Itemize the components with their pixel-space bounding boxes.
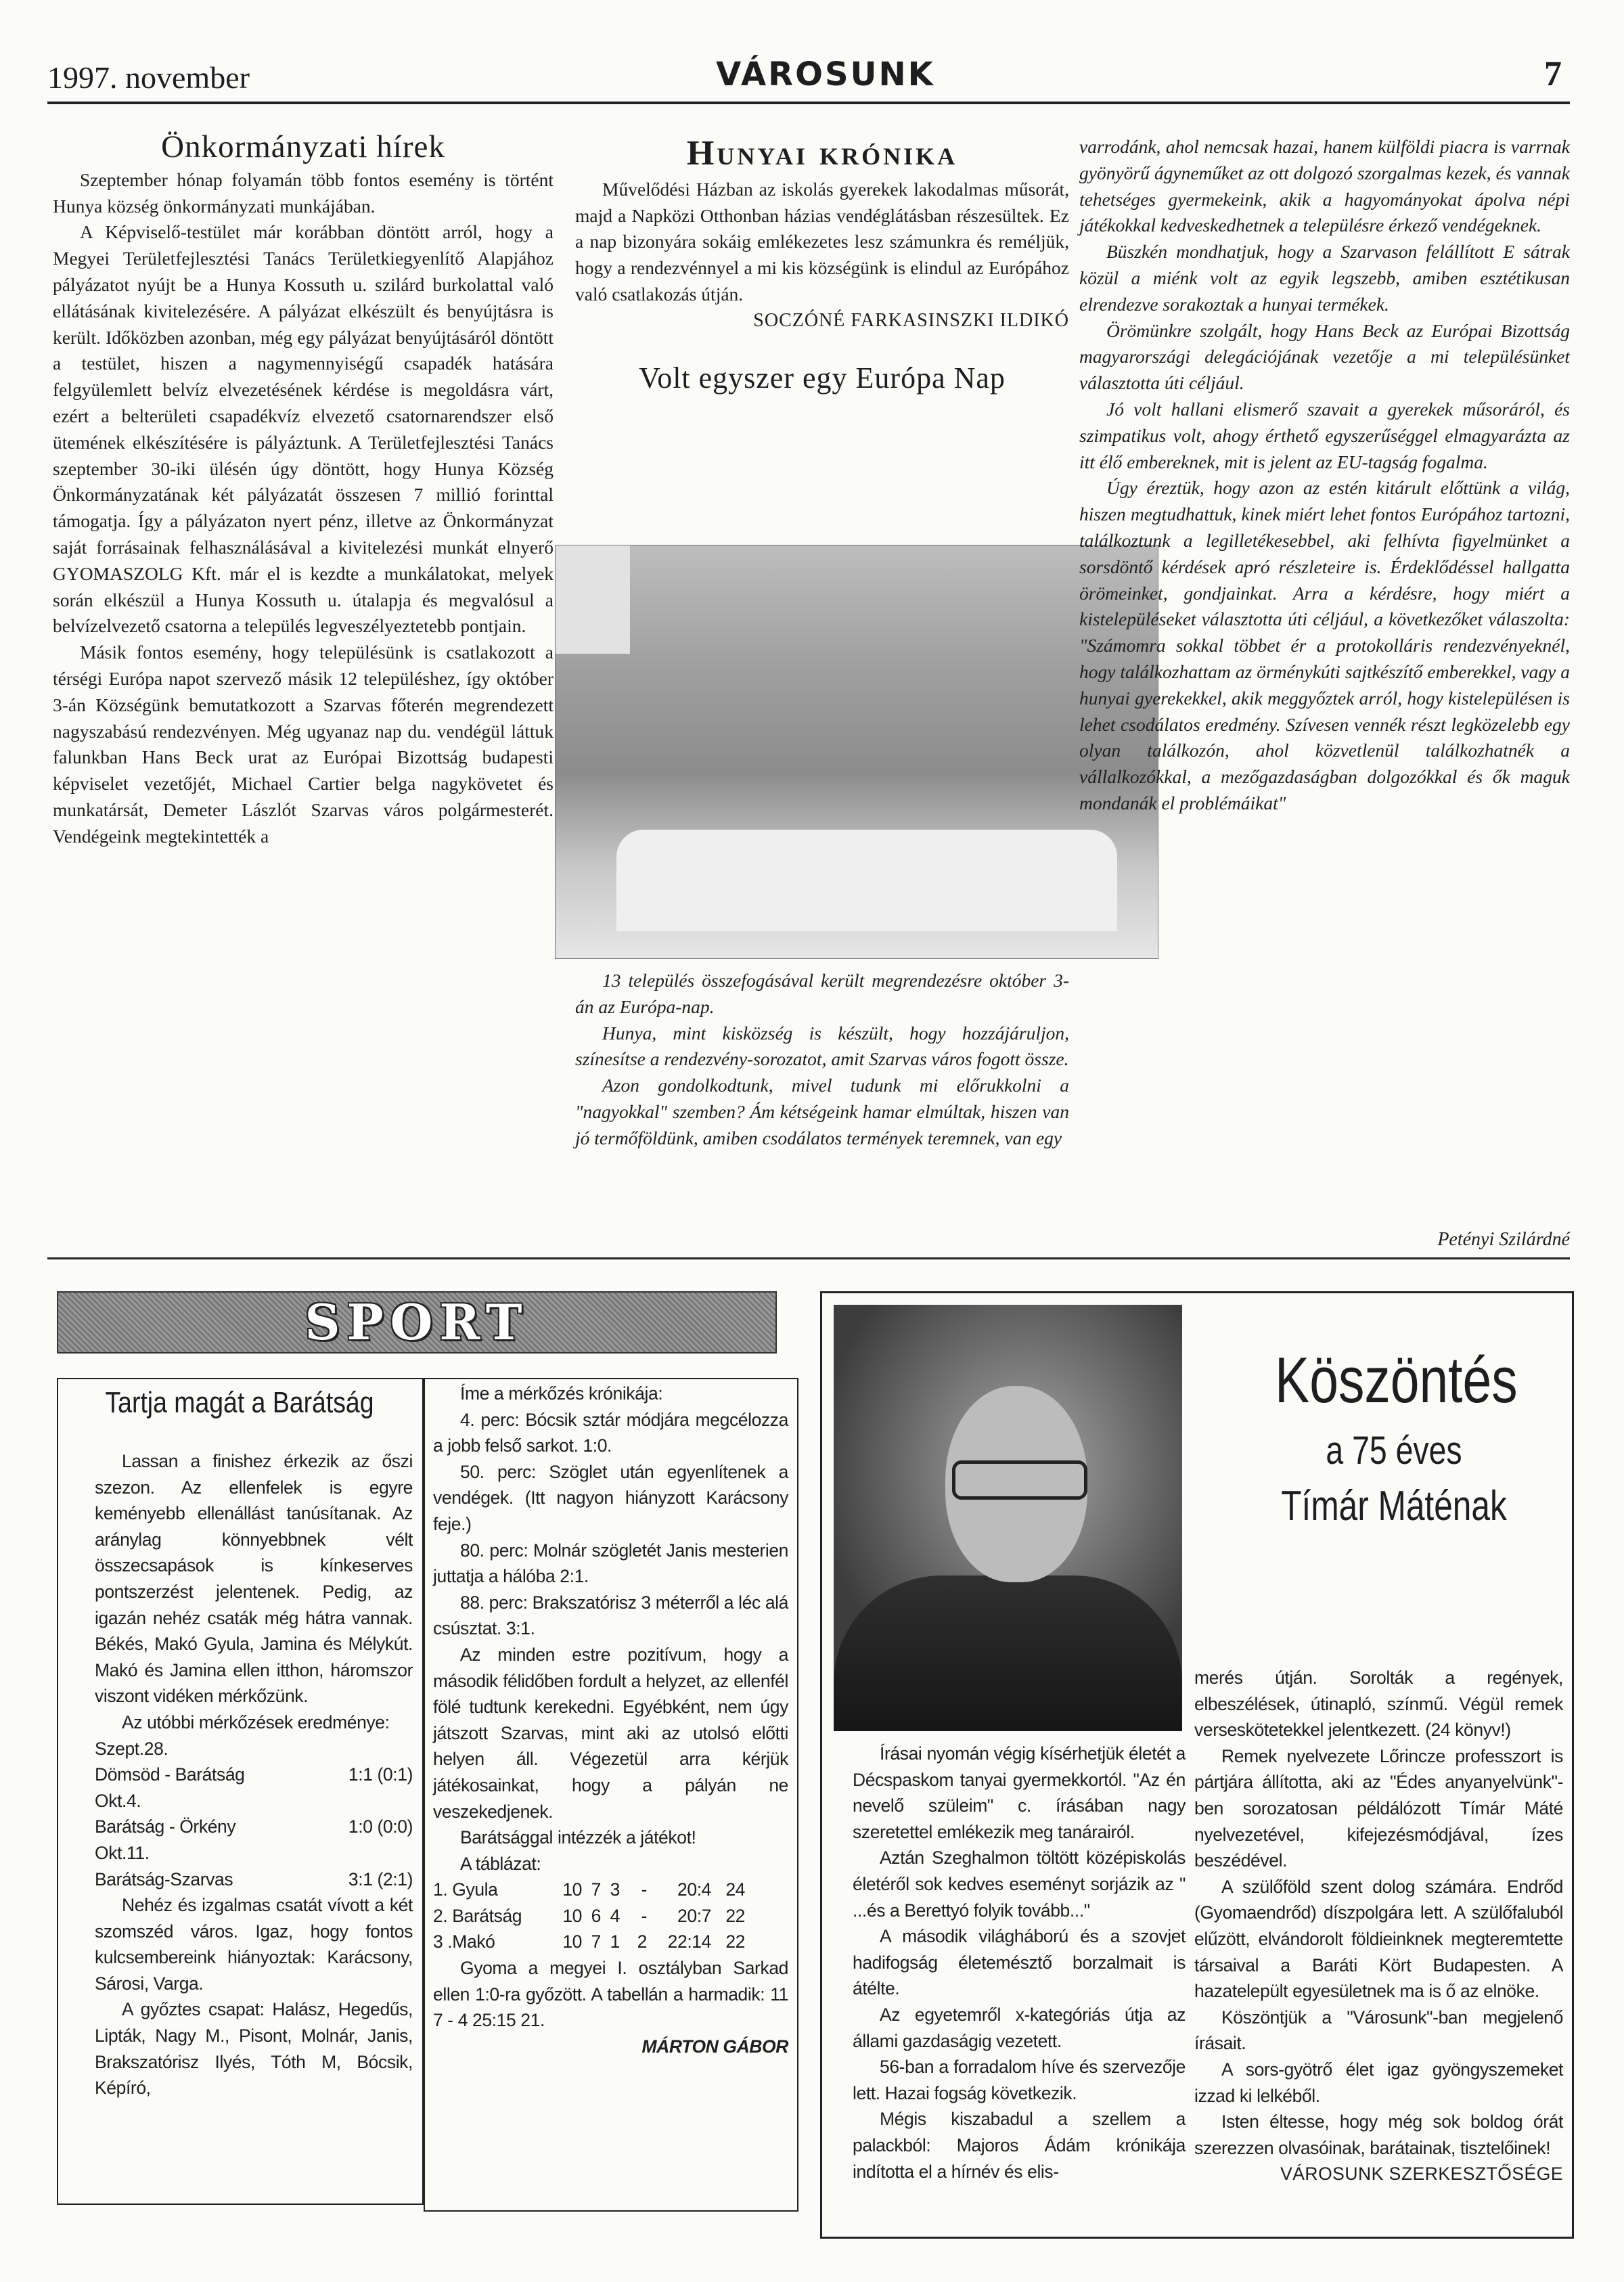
section-divider: [47, 1257, 1570, 1259]
paragraph: Barátsággal intézzék a játékot!: [460, 1827, 696, 1848]
league-table-cell: 1. Gyula: [433, 1879, 498, 1900]
paragraph: A szülőföld szent dolog számára. Endrőd (Gyomaendrőd) díszpolgára lett. A szülőfaluból elűzött, elvándorolt földieinknek megteremtette társaival a Baráti Kört Budapesten. A hazatelepült egyesületnek ma is ő az elnöke.: [1194, 1876, 1563, 2002]
paragraph: Remek nyelvezete Lőrincze professzort is pártjára állította, aki az "Édes anyanyelvünk"-ben sorozatosan példálózott Tímár Máté nyelvezetével, kifejezésmódjával, ízes beszédével.: [1194, 1745, 1563, 1871]
league-table-cell: 10: [562, 1931, 582, 1952]
league-table-cell: 7: [591, 1931, 601, 1952]
portrait-photo: [834, 1305, 1182, 1731]
paragraph: Nehéz és izgalmas csatát vívott a két szomszéd város. Igaz, hogy fontos kulcsembereink hiányoztak: Karácsony, Sárosi, Varga.: [95, 1895, 413, 1994]
paragraph: A táblázat:: [460, 1853, 541, 1874]
result-date: Szept.28.: [95, 1738, 168, 1759]
sport-banner-label: SPORT: [304, 1293, 529, 1351]
header-date: 1997. november: [47, 60, 250, 95]
result-score: 3:1 (2:1): [348, 1869, 413, 1889]
article-onkormanyzat: [53, 129, 554, 850]
paragraph: A sors-gyötrő élet igaz gyöngyszemeket izzad ki lelkéből.: [1194, 2059, 1563, 2106]
paragraph: 13 település összefogásával került megrendezésre október 3-án az Európa-nap.: [575, 970, 1069, 1017]
league-table-cell: 7: [591, 1879, 601, 1900]
koszontes-subtitle: a 75 éves: [1326, 1429, 1462, 1473]
banquet-table-shape: [616, 830, 1117, 931]
league-table-cell: 4: [610, 1905, 620, 1926]
koszontes-right-column: [1194, 1665, 1563, 2187]
article-kronika: [575, 134, 1069, 395]
paragraph: merés útján. Sorolták a regények, elbeszélések, útinapló, színmű. Végül remek verseskötetekkel jelentkezett. (24 könyv!): [1194, 1668, 1563, 1741]
paragraph: Úgy éreztük, hogy azon az estén kitárult előttünk a világ, hiszen megtudhattuk, kinek miért lehet fontos Európához tartozni, találkoztunk a legilletékesebbel, aki felhívta figyelmünket a sorsdöntő kérdések apró részleteire is. Érdeklődéssel hallgatta örömeinket, gondjainkat. Arra a kérdésre, hogy miért a kistelepüléseket választotta úti céljául, a következőket válaszolta: "Számomra sokkal többet ér a protokolláris rendezvényeknél, hogy találkozhattam az örménykúti sajtkészítő emberekkel, vagy a hunyai gyerekekkel, akik meggyőztek arról, hogy kistelepülésen is lehet csodálatos eredmény. Szívesen vennék részt legközelebb egy olyan találkozón, ahol közvetlenül találkozhatnék a vállalkozókkal, a mezőgazdaságban dolgozókkal és ők maguk mondanák el problémáikat": [1079, 477, 1570, 813]
paragraph: Lassan a finishez érkezik az őszi szezon. Az ellenfelek is egyre keményebb ellenállást tanúsítanak. Az aránylag könnyebbnek vélt összecsapások is kínkeserves pontszerzést jelentenek. Pedig, az igazán nehéz csaták még hátra vannak. Békés, Makó Gyula, Jamina és Mélykút. Makó és Jamina ellen itthon, háromszor viszont vidéken mérkőzünk.: [95, 1451, 413, 1707]
paragraph: Az egyetemről x-kategóriás útja az állami gazdaságig vezetett.: [853, 2004, 1186, 2051]
europa-title: Volt egyszer egy Európa Nap: [639, 361, 1006, 395]
newspaper-title: VÁROSUNK: [716, 55, 935, 93]
league-table-cell: 10: [562, 1879, 582, 1900]
paragraph: A győztes csapat: Halász, Hegedűs, Lipták, Nagy M., Pisont, Molnár, Janis, Brakszatórisz Ilyés, Tóth M, Bócsik, Képíró,: [95, 1999, 413, 2099]
paragraph: Büszkén mondhatjuk, hogy a Szarvason felállított E sátrak közül a miénk volt az egyik legszebb, amiben esztétikusan elrendezve sorakoztak a hunyai termékek.: [1079, 241, 1570, 315]
paragraph: Köszöntjük a "Városunk"-ban megjelenő írásait.: [1194, 2007, 1563, 2054]
koszontes-name: Tímár Máténak: [1281, 1483, 1507, 1529]
result-match: Barátság - Örkény: [95, 1816, 236, 1837]
koszontes-title: Köszöntés: [1275, 1344, 1518, 1416]
paragraph: Az utóbbi mérkőzések eredménye:: [122, 1712, 390, 1732]
sport-signature: MÁRTON GÁBOR: [641, 2036, 788, 2057]
paragraph: A második világháború és a szovjet hadifogság életemésztő borzalmait is átélte.: [853, 1926, 1186, 1999]
result-match: Barátság-Szarvas: [95, 1869, 233, 1889]
paragraph: varrodánk, ahol nemcsak hazai, hanem külföldi piacra is varrnak gyönyörű ágyneműket az ott dolgozó szorgalmas kezek, és vannak tehetséges gyermekeink, akik a hagyományokat ápolva népi játékokkal kedveskedhetnek a településre érkező vendégeknek.: [1079, 136, 1570, 236]
result-score: 1:0 (0:0): [348, 1816, 413, 1837]
paragraph: Gyoma a megyei I. osztályban Sarkad ellen 1:0-ra győzött. A tabellán a harmadik: 11 7 - 4 25:15 21.: [433, 1958, 788, 2031]
league-table-cell: 22: [725, 1931, 745, 1952]
league-table-cell: 24: [725, 1879, 745, 1900]
result-date: Okt.4.: [95, 1790, 141, 1811]
sport-left-column: [95, 1448, 413, 2101]
league-table-cell: 22:14: [667, 1931, 711, 1952]
result-match: Dömsöd - Barátság: [95, 1764, 245, 1785]
result-score: 1:1 (0:1): [348, 1764, 413, 1785]
europa-signature: Petényi Szilárdné: [1437, 1229, 1570, 1250]
portrait-glasses-shape: [952, 1460, 1087, 1500]
sport-right-column: [433, 1381, 788, 2059]
league-table-cell: 1: [610, 1931, 620, 1952]
league-table-cell: -: [641, 1879, 647, 1900]
paragraph: Jó volt hallani elismerő szavait a gyerekek műsoráról, és szimpatikus volt, ahogy érthető egyszerűséggel elmagyarázta az itt élő embereknek, mit is jelent az EU-tagság fogalma.: [1079, 398, 1570, 472]
paragraph: Mégis kiszabadul a szellem a palackból: Majoros Ádám krónikája indította el a hírnév és elis-: [853, 2109, 1186, 2182]
paragraph: Hunya, mint kisközség is készült, hogy hozzájáruljon, színesítse a rendezvény-sorozatot, amit Szarvas város fogott össze.: [575, 1022, 1069, 1070]
league-table-cell: 3 .Makó: [433, 1931, 495, 1952]
league-table-row: [433, 1929, 788, 1955]
window-shape: [556, 545, 630, 654]
league-table-cell: 3: [610, 1879, 620, 1900]
league-table-cell: 10: [562, 1905, 582, 1926]
byline: SOCZÓNÉ FARKASINSZKI ILDIKÓ: [753, 309, 1069, 331]
paragraph: 80. perc: Molnár szögletét Janis mesterien juttatja a hálóba 2:1.: [433, 1540, 788, 1587]
koszontes-left-column: [853, 1741, 1186, 2185]
page-number: 7: [1544, 55, 1562, 93]
paragraph: 50. perc: Szöglet után egyenlítenek a vendégek. (Itt nagyon hiányzott Karácsony feje.): [433, 1461, 788, 1534]
article-title: Önkormányzati hírek: [161, 129, 445, 164]
paragraph: Örömünkre szolgált, hogy Hans Beck az Európai Bizottság magyarországi delegációjának vezetője a mi településünket választotta úti céljául.: [1079, 319, 1570, 394]
sport-article-title: Tartja magát a Barátság: [105, 1386, 374, 1419]
league-table-row: [433, 1903, 788, 1929]
europa-nap-photo: [555, 545, 1158, 959]
europa-continued: [1079, 134, 1570, 817]
paragraph: A Képviselő-testület már korábban döntött arról, hogy a Megyei Területfejlesztési Tanács Területkiegyenlítő Alapjához pályázatot nyújt be a Hunya Kossuth u. szilárd burkolattal való ellátásának kivitelezésére. A pályázat elkészült és benyújtásra is került. Időközben azonban, még egy pályázat benyújtásáról döntött a testület, hiszen a nagymennyiségű csapadék hatására felgyülemlett belvíz elvezetésének kérdése is megoldásra várt, ezért a belterületi csapadékvíz elvezető csatornarendszer első ütemének elkészítésére is pályáztunk. A Területfejlesztési Tanács szeptember 30-iki ülésén úgy döntött, hogy Hunya Község Önkormányzatának két pályázatát összesen 7 millió forinttal támogatja. Így a pályázaton nyert pénz, illetve az Önkormányzat saját forrásainak felhasználásával a kivitelezési munkát elnyerő GYOMASZOLG Kft. már el is kezdte a munkálatokat, melyek során elkészül a Hunya Kossuth u. útalapja és megvalósul a belvízelvezető csatorna a település legveszélyeztetebb pontjain.: [53, 221, 554, 637]
paragraph: 88. perc: Brakszatórisz 3 méterről a léc alá csúsztat. 3:1.: [433, 1592, 788, 1639]
league-table-cell: 2. Barátság: [433, 1905, 522, 1926]
sport-banner: [57, 1291, 777, 1353]
kronika-title: Hunyai krónika: [686, 134, 958, 173]
result-date: Okt.11.: [95, 1842, 150, 1863]
paragraph: Szeptember hónap folyamán több fontos esemény is történt Hunya község önkormányzati munkájában.: [53, 169, 554, 217]
league-table-cell: 20:7: [677, 1905, 711, 1926]
paragraph: Másik fontos esemény, hogy településünk is csatlakozott a térségi Európa napot szervező másik 12 településhez, így október 3-án Községünk bemutatkozott a Szarvas főterén megrendezett nagyszabású rendezvényen. Még ugyanaz nap du. vendégül láttuk falunkban Hans Beck urat az Európai Bizottság budapesti képviselet vezetőjét, Michael Cartier belga nagykövetet és munkatársát, Demeter Lászlót Szarvas város polgármesterét. Vendégeink megtekintették a: [53, 642, 554, 847]
league-table: [433, 1877, 788, 1955]
paragraph: Aztán Szeghalmon töltött középiskolás életéről sok kedves eseményt sorjázik az " ...és a Berettyó folyik tovább...": [853, 1848, 1186, 1921]
league-table-cell: -: [641, 1905, 647, 1926]
result-row: [95, 1814, 413, 1840]
paragraph: Az minden estre pozitívum, hogy a második félidőben fordult a helyzet, az ellenfél fölé tudtunk kerekedni. Egyébként, nem úgy játszott Szarvas, mint aki az utolsó előtti helyen áll. Végezetül arra kérjük játékosainkat, hogy a pályán ne veszekedjenek.: [433, 1644, 788, 1822]
portrait-coat-shape: [834, 1575, 1182, 1731]
europa-caption: [575, 968, 1069, 1152]
header-rule: [47, 102, 1570, 104]
result-row: [95, 1866, 413, 1893]
paragraph: Íme a mérkőzés krónikája:: [460, 1383, 663, 1404]
paragraph: Művelődési Házban az iskolás gyerekek lakodalmas műsorát, majd a Napközi Otthonban házias vendéglátásban részesültek. Ez a nap bizonyára sokáig emlékezetes lesz számunkra és reméljük, hogy a rendezvénnyel a mi kis községünk is elindul az Európához való csatlakozás útján.: [575, 178, 1069, 305]
paragraph: Isten éltesse, hogy még sok boldog órát szerezzen olvasóinak, barátainak, tisztelőinek!: [1194, 2111, 1563, 2158]
paragraph: 56-ban a forradalom híve és szervezője lett. Hazai fogság következik.: [853, 2057, 1186, 2103]
koszontes-signature: VÁROSUNK SZERKESZTŐSÉGE: [1280, 2164, 1563, 2185]
league-table-row: [433, 1877, 788, 1903]
paragraph: Azon gondolkodtunk, mivel tudunk mi előrukkolni a "nagyokkal" szemben? Ám kétségeink hamar elmúltak, hiszen van jó termőföldünk, amiben csodálatos termények teremnek, van egy: [575, 1075, 1069, 1148]
result-row: [95, 1762, 413, 1788]
league-table-cell: 22: [725, 1905, 745, 1926]
paragraph: Írásai nyomán végig kísérhetjük életét a Décspaskom tanyai gyermekkortól. "Az én nevelő szüleim" c. írásában nagy szeretettel emlékezik meg tanárairól.: [853, 1743, 1186, 1842]
paragraph: 4. perc: Bócsik sztár módjára megcélozza a jobb felső sarkot. 1:0.: [433, 1409, 788, 1456]
league-table-cell: 2: [637, 1931, 647, 1952]
league-table-cell: 20:4: [677, 1879, 711, 1900]
league-table-cell: 6: [591, 1905, 601, 1926]
